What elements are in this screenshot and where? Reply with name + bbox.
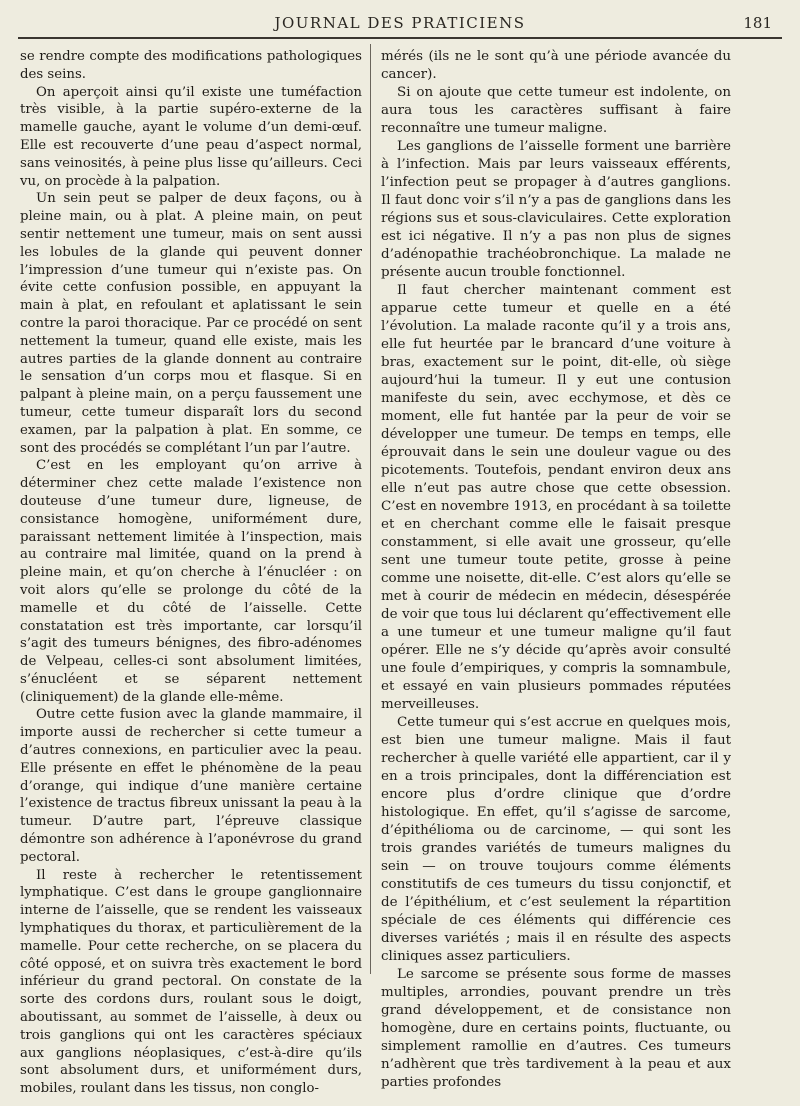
paragraph: C’est en les employant qu’on arrive à déterminer chez cette malade l’existence non douteuse d’une tumeur dure, ligneuse, de consistance homogène, uniformément dure, paraissant nettement limitée à l’inspection, mais au contraire mal limitée, quand on la prend à pleine main, et qu’on cherche à l’énucléer : on voit alors qu’elle se prolonge du côté de la mamelle et du côté de l’aisselle. Cette constatation est très importante, car lorsqu’il s’agit des tumeurs bénignes, des fibro-adénomes de Velpeau, celles-ci sont absolument limitées, s’énucléent et se séparent nettement (cliniquement) de la glande elle-même.: [20, 458, 362, 705]
paragraph: Le sarcome se présente sous forme de masses multiples, arrondies, pouvant prendre un très grand développement, et de consistance non homogène, dure en certains points, fluctuante, ou simplement ramollie en d’autres. Ces tumeurs n’adhèrent que très tardivement à la peau et aux parties profondes: [381, 967, 731, 1090]
right-column: [381, 48, 731, 1092]
left-column: [20, 48, 362, 1098]
header-rule: [18, 37, 782, 39]
paragraph: Outre cette fusion avec la glande mammaire, il importe aussi de rechercher si cette tumeur a d’autres connexions, en particulier avec la peau. Elle présente en effet le phénomène de la peau d’orange, qui indique d’une manière certaine l’existence de tractus fibreux unissant la peau à la tumeur. D’autre part, l’épreuve classique démontre son adhérence à l’aponévrose du grand pectoral.: [20, 707, 362, 865]
page-number: 181: [743, 14, 772, 32]
journal-title: JOURNAL DES PRATICIENS: [274, 14, 526, 32]
paragraph: Les ganglions de l’aisselle forment une barrière à l’infection. Mais par leurs vaisseaux efférents, l’infection peut se propager à d’autres ganglions. Il faut donc voir s’il n’y a pas de ganglions dans les régions sus et sous-claviculaires. Cette exploration est ici négative. Il n’y a pas non plus de signes d’adénopathie trachéobronchique. La malade ne présente aucun trouble fonctionnel.: [381, 139, 731, 280]
running-header: [18, 8, 782, 36]
paragraph: Si on ajoute que cette tumeur est indolente, on aura tous les caractères suffisant à faire reconnaître une tumeur maligne.: [381, 85, 731, 136]
column-separator: [370, 44, 371, 974]
paragraph: Un sein peut se palper de deux façons, ou à pleine main, ou à plat. A pleine main, on peut sentir nettement une tumeur, mais on sent aussi les lobules de la glande qui peuvent donner l’impression d’une tumeur qui n’existe pas. On évite cette confusion possible, en appuyant la main à plat, en refoulant et aplatissant le sein contre la paroi thoracique. Par ce procédé on sent nettement la tumeur, quand elle existe, mais les autres parties de la glande donnent au contraire le sensation d’un corps mou et flasque. Si en palpant à pleine main, on a perçu faussement une tumeur, cette tumeur disparaît lors du second examen, par la palpation à plat. En somme, ce sont des procédés se complétant l’un par l’autre.: [20, 191, 362, 456]
paragraph: mérés (ils ne le sont qu’à une période avancée du cancer).: [381, 49, 731, 82]
paragraph: se rendre compte des modifications pathologiques des seins.: [20, 49, 362, 82]
paragraph: Il reste à rechercher le retentissement lymphatique. C’est dans le groupe ganglionnaire interne de l’aisselle, que se rendent les vaisseaux lymphatiques du thorax, et particulièrement de la mamelle. Pour cette recherche, on se placera du côté opposé, et on suivra très exactement le bord inférieur du grand pectoral. On constate de la sorte des cordons durs, roulant sous le doigt, aboutissant, au sommet de l’aisselle, à deux ou trois ganglions qui ont les caractères spéciaux aux ganglions néoplasiques, c’est-à-dire qu’ils sont absolument durs, et uniformément durs, mobiles, roulant dans les tissus, non conglo-: [20, 867, 362, 1097]
paragraph: Cette tumeur qui s’est accrue en quelques mois, est bien une tumeur maligne. Mais il faut rechercher à quelle variété elle appartient, car il y en a trois principales, dont la différenciation est encore plus d’ordre clinique que d’ordre histologique. En effet, qu’il s’agisse de sarcome, d’épithélioma ou de carcinome, — qui sont les trois grandes variétés de tumeurs malignes du sein — on trouve toujours comme éléments constitutifs de ces tumeurs du tissu conjonctif, et de l’épithélium, et c’est seulement la répartition spéciale de ces éléments qui différencie ces diverses variétés ; mais il en résulte des aspects cliniques assez particuliers.: [381, 715, 731, 964]
paragraph: On aperçoit ainsi qu’il existe une tuméfaction très visible, à la partie supéro-externe de la mamelle gauche, ayant le volume d’un demi-œuf. Elle est recouverte d’une peau d’aspect normal, sans veinosités, à peine plus lisse qu’ailleurs. Ceci vu, on procède à la palpation.: [20, 84, 362, 189]
paragraph: Il faut chercher maintenant comment est apparue cette tumeur et quelle en a été l’évolution. La malade raconte qu’il y a trois ans, elle fut heurtée par le brancard d’une voiture à bras, exactement sur le point, dit-elle, où siège aujourd’hui la tumeur. Il y eut une contusion manifeste du sein, avec ecchymose, et dès ce moment, elle fut hantée par la peur de voir se développer une tumeur. De temps en temps, elle éprouvait dans le sein une douleur vague ou des picotements. Toutefois, pendant environ deux ans elle n’eut pas autre chose que cette obsession. C’est en novembre 1913, en procédant à sa toilette et en cherchant comme elle le faisait presque constamment, si elle avait une grosseur, qu’elle sent une tumeur toute petite, grosse à peine comme une noisette, dit-elle. C’est alors qu’elle se met à courir de médecin en médecin, désespérée de voir que tous lui déclarent qu’effectivement elle a une tumeur et une tumeur maligne qu’il faut opérer. Elle ne s’y décide qu’après avoir consulté une foule d’empiriques, y compris la somnambule, et essayé en vain plusieurs pommades réputées merveilleuses.: [381, 283, 731, 712]
